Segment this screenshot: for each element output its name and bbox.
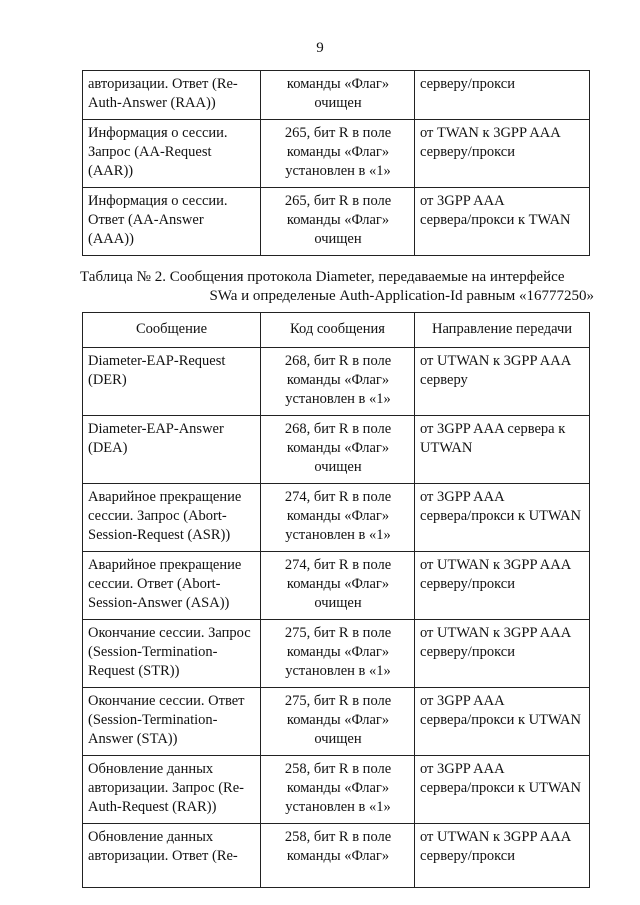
table-row — [83, 71, 590, 120]
cell-message: Diameter-EAP-Request (DER) — [83, 348, 261, 416]
cell-direction: от 3GPP AAA сервера/прокси к UTWAN — [415, 688, 590, 756]
cell-message: Окончание сессии. Запрос (Session-Termination- Request (STR)) — [83, 620, 261, 688]
cell-message: Обновление данных авторизации. Запрос (Re- Auth-Request (RAR)) — [83, 756, 261, 824]
table-row — [83, 188, 590, 256]
cell-code: 265, бит R в поле команды «Флаг» установлен в «1» — [261, 120, 415, 188]
cell-code: 275, бит R в поле команды «Флаг» очищен — [261, 688, 415, 756]
table-row — [83, 620, 590, 688]
cell-direction: от UTWAN к 3GPP AAA серверу/прокси — [415, 620, 590, 688]
cell-direction: от UTWAN к 3GPP AAA серверу/прокси — [415, 824, 590, 888]
cell-direction: от 3GPP AAA сервера/прокси к TWAN — [415, 188, 590, 256]
cell-code: 268, бит R в поле команды «Флаг» очищен — [261, 416, 415, 484]
table-row — [83, 484, 590, 552]
table-row — [83, 120, 590, 188]
page-number: 9 — [316, 40, 324, 56]
cell-message: Информация о сессии. Запрос (AA-Request (AAR)) — [83, 120, 261, 188]
cell-direction: от UTWAN к 3GPP AAA серверу — [415, 348, 590, 416]
cell-code: 268, бит R в поле команды «Флаг» установлен в «1» — [261, 348, 415, 416]
cell-direction: серверу/прокси — [415, 71, 590, 120]
cell-code: команды «Флаг» очищен — [261, 71, 415, 120]
cell-code: 275, бит R в поле команды «Флаг» установлен в «1» — [261, 620, 415, 688]
cell-message: Аварийное прекращение сессии. Запрос (Abort- Session-Request (ASR)) — [83, 484, 261, 552]
table-header-row — [83, 313, 590, 348]
cell-direction: от 3GPP AAA сервера/прокси к UTWAN — [415, 756, 590, 824]
cell-code: 258, бит R в поле команды «Флаг» — [261, 824, 415, 888]
cell-direction: от TWAN к 3GPP AAA серверу/прокси — [415, 120, 590, 188]
diameter-table-continued — [82, 70, 590, 256]
table-row — [83, 688, 590, 756]
caption-line-2: SWa и определеные Auth-Application-Id равным «16777250» — [209, 288, 594, 304]
cell-code: 258, бит R в поле команды «Флаг» установлен в «1» — [261, 756, 415, 824]
table-row — [83, 756, 590, 824]
cell-direction: от 3GPP AAA сервера/прокси к UTWAN — [415, 484, 590, 552]
cell-message: Информация о сессии. Ответ (AA-Answer (AAA)) — [83, 188, 261, 256]
cell-message: Окончание сессии. Ответ (Session-Termination- Answer (STA)) — [83, 688, 261, 756]
header-direction: Направление передачи — [415, 313, 590, 348]
table-row — [83, 416, 590, 484]
cell-message: Diameter-EAP-Answer (DEA) — [83, 416, 261, 484]
table-row — [83, 552, 590, 620]
cell-direction: от 3GPP AAA сервера к UTWAN — [415, 416, 590, 484]
cell-code: 265, бит R в поле команды «Флаг» очищен — [261, 188, 415, 256]
cell-code: 274, бит R в поле команды «Флаг» очищен — [261, 552, 415, 620]
table-row — [83, 824, 590, 888]
table-row — [83, 348, 590, 416]
header-message: Сообщение — [83, 313, 261, 348]
cell-code: 274, бит R в поле команды «Флаг» установлен в «1» — [261, 484, 415, 552]
caption-line-1: Таблица № 2. Сообщения протокола Diameter, передаваемые на интерфейсе — [80, 269, 565, 285]
cell-direction: от UTWAN к 3GPP AAA серверу/прокси — [415, 552, 590, 620]
header-code: Код сообщения — [261, 313, 415, 348]
table-caption — [80, 268, 596, 306]
cell-message: Аварийное прекращение сессии. Ответ (Abort- Session-Answer (ASA)) — [83, 552, 261, 620]
diameter-swa-table — [82, 312, 590, 888]
cell-message: авторизации. Ответ (Re- Auth-Answer (RAA)) — [83, 71, 261, 120]
cell-message: Обновление данных авторизации. Ответ (Re- — [83, 824, 261, 888]
